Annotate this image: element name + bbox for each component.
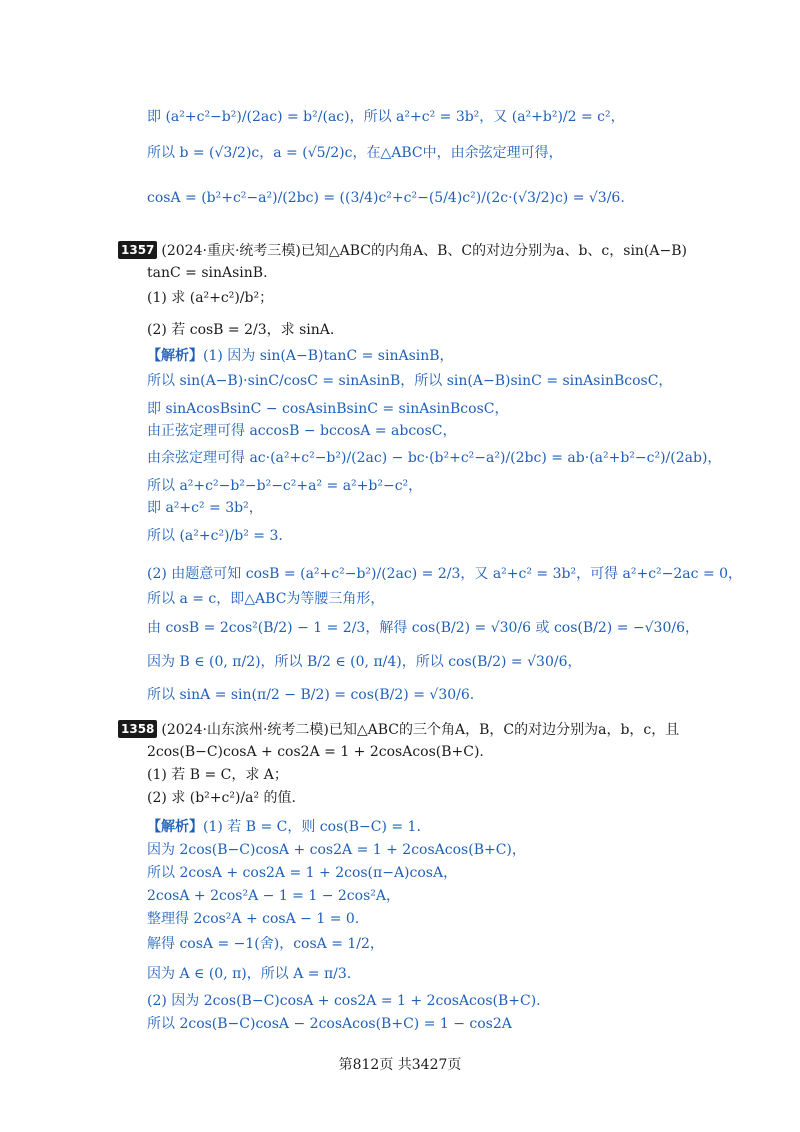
line-text: 解得 cosA = −1(舍)，cosA = 1/2， — [147, 936, 384, 952]
line-text: 2cos(B−C)cosA + cos2A = 1 + 2cosAcos(B+C). — [147, 744, 484, 760]
solution-line — [0, 420, 800, 442]
line-text: (2) 求 (b²+c²)/a² 的值. — [147, 790, 296, 806]
analysis-tag: 【解析】 — [147, 348, 203, 364]
solution-line — [0, 933, 800, 955]
line-text: 由 cosB = 2cos²(B/2) − 1 = 2/3，解得 cos(B/2) = √30/6 或 cos(B/2) = −√30/6， — [147, 620, 699, 636]
line-text: (1) 因为 sin(A−B)tanC = sinAsinB， — [203, 348, 454, 364]
line-text: 整理得 2cos²A + cosA − 1 = 0. — [147, 911, 360, 927]
problem-number-badge: 1357 — [118, 241, 157, 259]
problem-line — [0, 764, 800, 786]
problem-line — [0, 262, 800, 284]
line-text: 即 a²+c² = 3b²， — [147, 500, 263, 516]
solution-line — [0, 816, 800, 838]
line-text: (2) 因为 2cos(B−C)cosA + cos2A = 1 + 2cosAcos(B+C). — [147, 993, 541, 1009]
line-text: (1) 求 (a²+c²)/b²； — [147, 290, 274, 306]
line-text: (1) 若 B = C，则 cos(B−C) = 1. — [203, 819, 421, 835]
line-text: 所以 sinA = sin(π/2 − B/2) = cos(B/2) = √30/6. — [147, 687, 475, 703]
problem-number-badge: 1358 — [118, 720, 157, 738]
solution-line — [0, 370, 800, 392]
line-text: 所以 sin(A−B)·sinC/cosC = sinAsinB，所以 sin(A−B)sinC = sinAsinBcosC， — [147, 373, 673, 389]
solution-line — [0, 684, 800, 706]
solution-line — [0, 106, 800, 128]
line-text: (2) 由题意可知 cosB = (a²+c²−b²)/(2ac) = 2/3，又 a²+c² = 3b²，可得 a²+c²−2ac = 0， — [147, 566, 743, 582]
problem-line — [0, 240, 800, 262]
solution-line — [0, 617, 800, 639]
line-text: (1) 若 B = C，求 A； — [147, 767, 288, 783]
problem-line — [0, 719, 800, 741]
line-text: 由余弦定理可得 ac·(a²+c²−b²)/(2ac) − bc·(b²+c²−a²)/(2bc) = ab·(a²+b²−c²)/(2ab)， — [147, 450, 722, 466]
problem-line — [0, 287, 800, 309]
line-text: 由正弦定理可得 accosB − bccosA = abcosC， — [147, 423, 457, 439]
line-text: 所以 2cosA + cos2A = 1 + 2cos(π−A)cosA， — [147, 865, 458, 881]
solution-line — [0, 588, 800, 610]
line-text: 2cosA + 2cos²A − 1 = 1 − 2cos²A， — [147, 888, 400, 904]
solution-line — [0, 475, 800, 497]
solution-line — [0, 908, 800, 930]
solution-line — [0, 142, 800, 164]
solution-line — [0, 525, 800, 547]
solution-line — [0, 990, 800, 1012]
solution-line — [0, 885, 800, 907]
line-text: (2024·重庆·统考三模)已知△ABC的内角A、B、C的对边分别为a、b、c，sin(A−B) — [161, 243, 687, 259]
line-text: 所以 (a²+c²)/b² = 3. — [147, 528, 283, 544]
solution-line — [0, 862, 800, 884]
page-footer: 第812页 共3427页 — [338, 1057, 462, 1073]
line-text: 即 sinAcosBsinC − cosAsinBsinC = sinAsinBcosC， — [147, 401, 509, 417]
line-text: 所以 2cos(B−C)cosA − 2cosAcos(B+C) = 1 − cos2A — [147, 1016, 512, 1032]
line-text: tanC = sinAsinB. — [147, 265, 268, 281]
solution-line — [0, 563, 800, 585]
line-text: 因为 2cos(B−C)cosA + cos2A = 1 + 2cosAcos(B+C)， — [147, 842, 526, 858]
solution-line — [0, 345, 800, 367]
line-text: 所以 a = c，即△ABC为等腰三角形， — [147, 591, 385, 607]
line-text: 因为 A ∈ (0, π)，所以 A = π/3. — [147, 966, 352, 982]
solution-line — [0, 187, 800, 209]
line-text: 即 (a²+c²−b²)/(2ac) = b²/(ac)，所以 a²+c² = 3b²，又 (a²+b²)/2 = c²， — [147, 109, 625, 125]
line-text: 因为 B ∈ (0, π/2)，所以 B/2 ∈ (0, π/4)，所以 cos(B/2) = √30/6， — [147, 654, 582, 670]
solution-line — [0, 1013, 800, 1035]
solution-line — [0, 839, 800, 861]
line-text: cosA = (b²+c²−a²)/(2bc) = ((3/4)c²+c²−(5/4)c²)/(2c·(√3/2)c) = √3/6. — [147, 190, 625, 206]
problem-line — [0, 741, 800, 763]
line-text: (2) 若 cosB = 2/3，求 sinA. — [147, 322, 335, 338]
line-text: 所以 a²+c²−b²−b²−c²+a² = a²+b²−c²， — [147, 478, 423, 494]
solution-line — [0, 651, 800, 673]
solution-line — [0, 963, 800, 985]
analysis-tag: 【解析】 — [147, 819, 203, 835]
solution-line — [0, 447, 800, 469]
solution-line — [0, 398, 800, 420]
line-text: (2024·山东滨州·统考二模)已知△ABC的三个角A，B，C的对边分别为a，b，c，且 — [161, 722, 680, 738]
problem-line — [0, 319, 800, 341]
problem-line — [0, 787, 800, 809]
solution-line — [0, 497, 800, 519]
line-text: 所以 b = (√3/2)c，a = (√5/2)c，在△ABC中，由余弦定理可得， — [147, 145, 563, 161]
